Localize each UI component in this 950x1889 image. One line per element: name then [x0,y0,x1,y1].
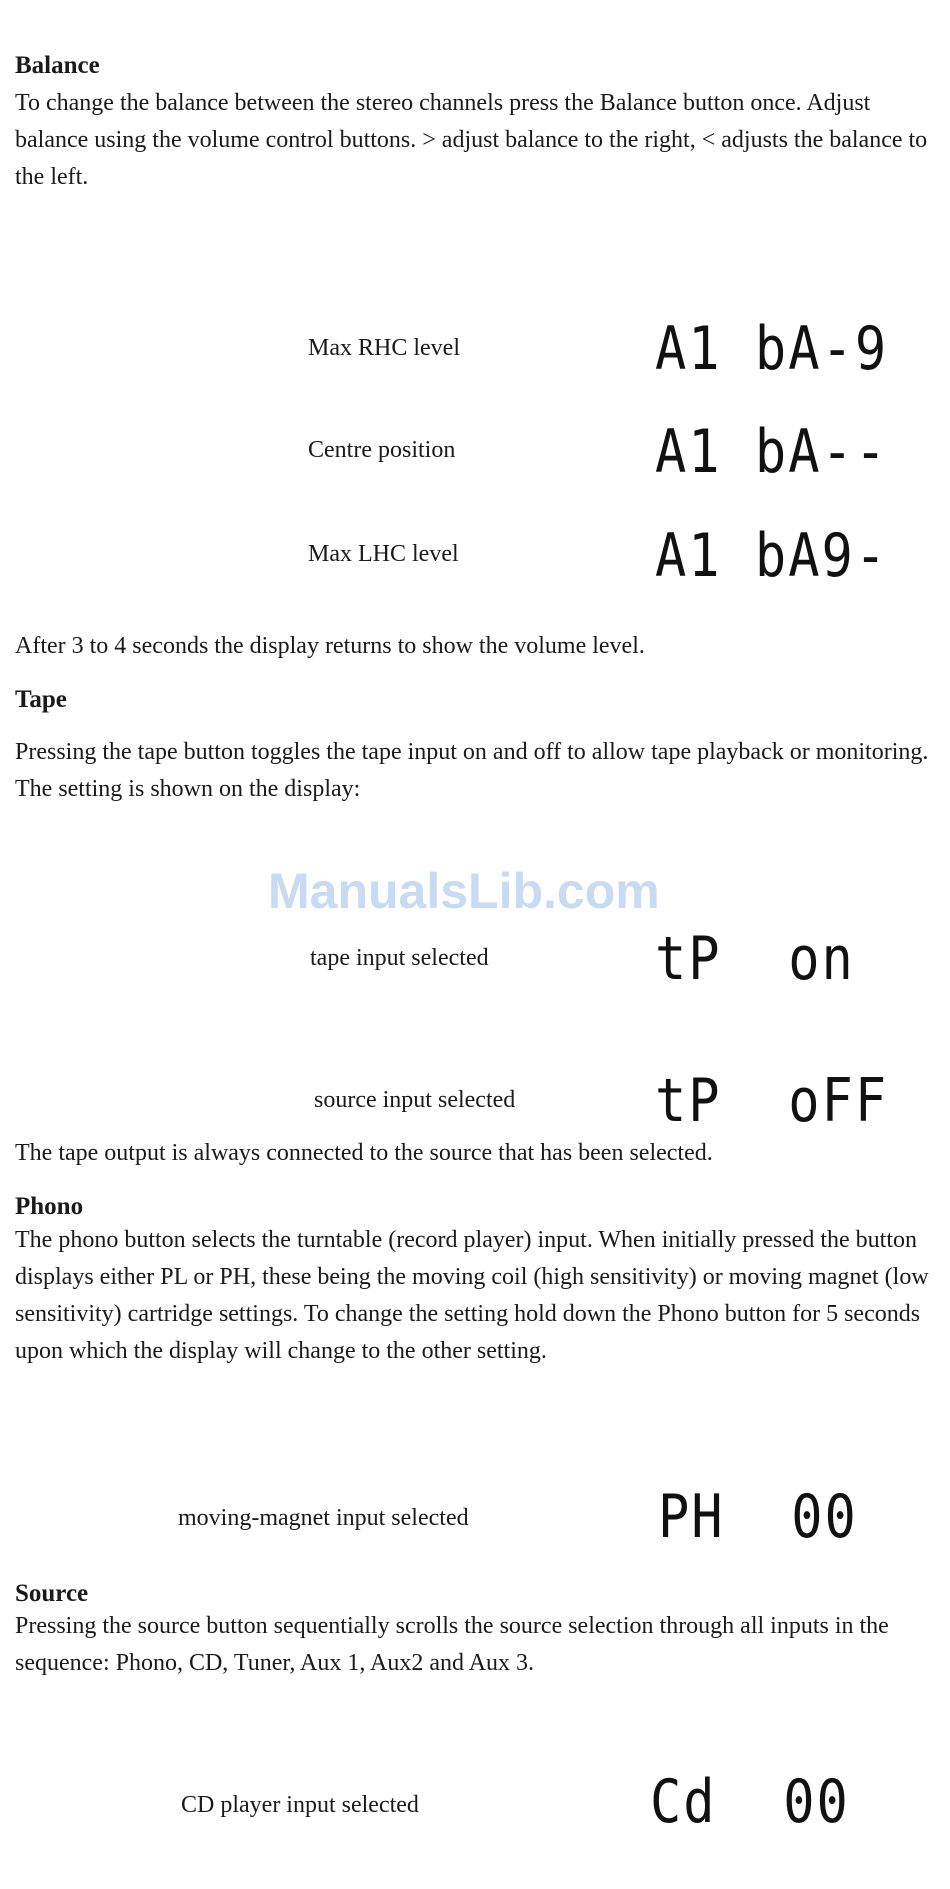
phono-paragraph: The phono button selects the turntable (record player) input. When initially pressed the button displays either PL or PH, these being the moving coil (high sensitivity) or moving magnet (low sensitivity) cartridge settings. To change the setting hold down the Phono button for 5 seconds upon which the display will change to the other setting. [15,1227,929,1364]
tape-after-text: The tape output is always connected to the source that has been selected. [15,1140,713,1166]
tape-row-label: tape input selected [310,945,489,971]
source-row-label: CD player input selected [181,1792,419,1818]
balance-row-display: A1 bA-9 [655,315,889,384]
tape-row-label: source input selected [314,1087,516,1113]
source-row-display: Cd 00 [650,1768,850,1837]
balance-row-display: A1 bA-- [655,418,889,487]
balance-row-label: Max LHC level [308,541,459,567]
tape-paragraph: Pressing the tape button toggles the tape input on and off to allow tape playback or monitoring. The setting is shown on the display: [15,739,929,802]
balance-row-display: A1 bA9- [655,522,889,591]
balance-row-label: Centre position [308,437,456,463]
watermark: ManualsLib.com [268,863,660,919]
phono-heading: Phono [15,1193,84,1220]
tape-row-display: tP oFF [655,1067,889,1136]
source-paragraph: Pressing the source button sequentially scrolls the source selection through all inputs in the sequence: Phono, CD, Tuner, Aux 1, Aux2 and Aux 3. [15,1613,889,1676]
phono-row-label: moving-magnet input selected [178,1505,469,1531]
balance-row-label: Max RHC level [308,335,460,361]
balance-paragraph: To change the balance between the stereo channels press the Balance button once. Adjust balance using the volume control buttons. > adjust balance to the right, < adjusts the balance to the left. [15,90,928,190]
balance-after-text: After 3 to 4 seconds the display returns to show the volume level. [15,633,645,659]
balance-heading: Balance [15,52,100,79]
tape-row-display: tP on [655,925,855,994]
source-heading: Source [15,1580,89,1607]
phono-row-display: PH 00 [658,1483,858,1552]
tape-heading: Tape [15,686,67,713]
